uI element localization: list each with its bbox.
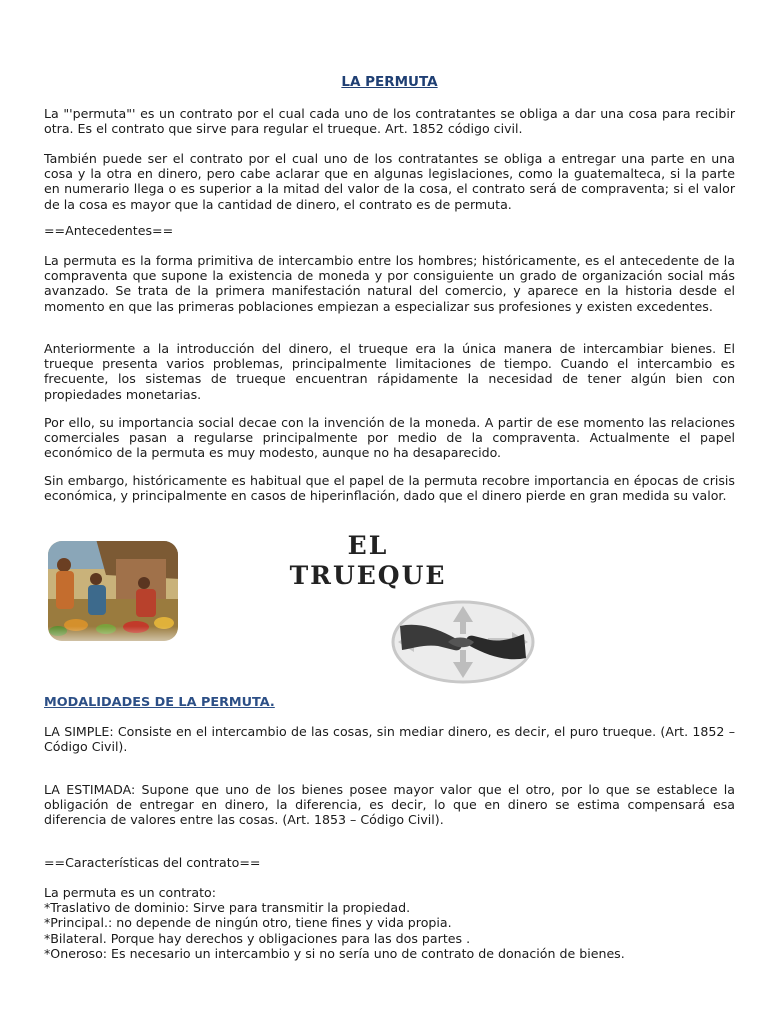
paragraph-dinero: Anteriormente a la introducción del dinero, el trueque era la única manera de intercambiar bienes. El trueque presenta varios problemas, principalmente limitaciones de tiempo. Cuando el intercambio es frecuente, los sistemas de trueque encuentran rápidamente la necesidad de tener algún bien con propiedades monetarias. xyxy=(44,341,735,402)
page-title: LA PERMUTA xyxy=(341,74,438,90)
trueque-heading-line2: TRUEQUE xyxy=(289,561,447,590)
paragraph-antecedentes: La permuta es la forma primitiva de intercambio entre los hombres; históricamente, es el antecedente de la compraventa que supone la existencia de moneda y por consiguiente un grado de organización social más avanzado. Se trata de la primera manifestación natural del comercio, y aparece en la historia desde el momento en que las primeras poblaciones empiezan a especializar sus profesiones y existen excedentes. xyxy=(44,253,735,314)
caracteristicas-list xyxy=(44,885,625,961)
list-item: *Bilateral. Porque hay derechos y obligaciones para las dos partes . xyxy=(44,930,471,946)
trueque-heading xyxy=(272,531,464,591)
paragraph-compraventa: También puede ser el contrato por el cual uno de los contratantes se obliga a entregar una parte en una cosa y la otra en dinero, pero cabe aclarar que en algunas legislaciones, como la guatemalteca, si la parte en numerario llega o es superior a la mitad del valor de la cosa, el contrato será de compraventa; si el valor de la cosa es mayor que la cantidad de dinero, el contrato es de permuta. xyxy=(44,151,735,212)
paragraph-moneda: Por ello, su importancia social decae con la invención de la moneda. A partir de ese momento las relaciones comerciales pasan a regularse principalmente por medio de la compraventa. Actualmente el papel económico de la permuta es muy modesto, aunque no ha desaparecido. xyxy=(44,415,735,461)
paragraph-simple: LA SIMPLE: Consiste en el intercambio de las cosas, sin mediar dinero, es decir, el puro trueque. (Art. 1852 – Código Civil). xyxy=(44,724,735,755)
paragraph-estimada: LA ESTIMADA: Supone que uno de los bienes posee mayor valor que el otro, por lo que se establece la obligación de entregar en dinero, la diferencia, es decir, lo que en dinero se estima compensará esa diferencia de valores entre las cosas. (Art. 1853 – Código Civil). xyxy=(44,782,735,828)
list-item: *Oneroso: Es necesario un intercambio y si no sería uno de contrato de donación de bienes. xyxy=(44,945,625,961)
heading-caracteristicas: ==Características del contrato== xyxy=(44,855,261,870)
heading-modalidades: MODALIDADES DE LA PERMUTA. xyxy=(44,695,275,710)
heading-antecedentes: ==Antecedentes== xyxy=(44,223,174,238)
paragraph-crisis: Sin embargo, históricamente es habitual que el papel de la permuta recobre importancia en épocas de crisis económica, y principalmente en casos de hiperinflación, dado que el dinero pierde en gran medida su valor. xyxy=(44,473,735,504)
list-item: *Traslativo de dominio: Sirve para transmitir la propiedad. xyxy=(44,900,411,916)
list-item: *Principal.: no depende de ningún otro, tiene fines y vida propia. xyxy=(44,915,452,931)
handshake-exchange-icon xyxy=(378,592,548,688)
trueque-heading-line1: EL xyxy=(347,531,389,560)
market-scene-image xyxy=(46,539,180,651)
paragraph-definition: La "'permuta"' es un contrato por el cual cada uno de los contratantes se obliga a dar una cosa para recibir otra. Es el contrato que sirve para regular el trueque. Art. 1852 código civil. xyxy=(44,106,735,137)
list-intro: La permuta es un contrato: xyxy=(44,885,216,900)
